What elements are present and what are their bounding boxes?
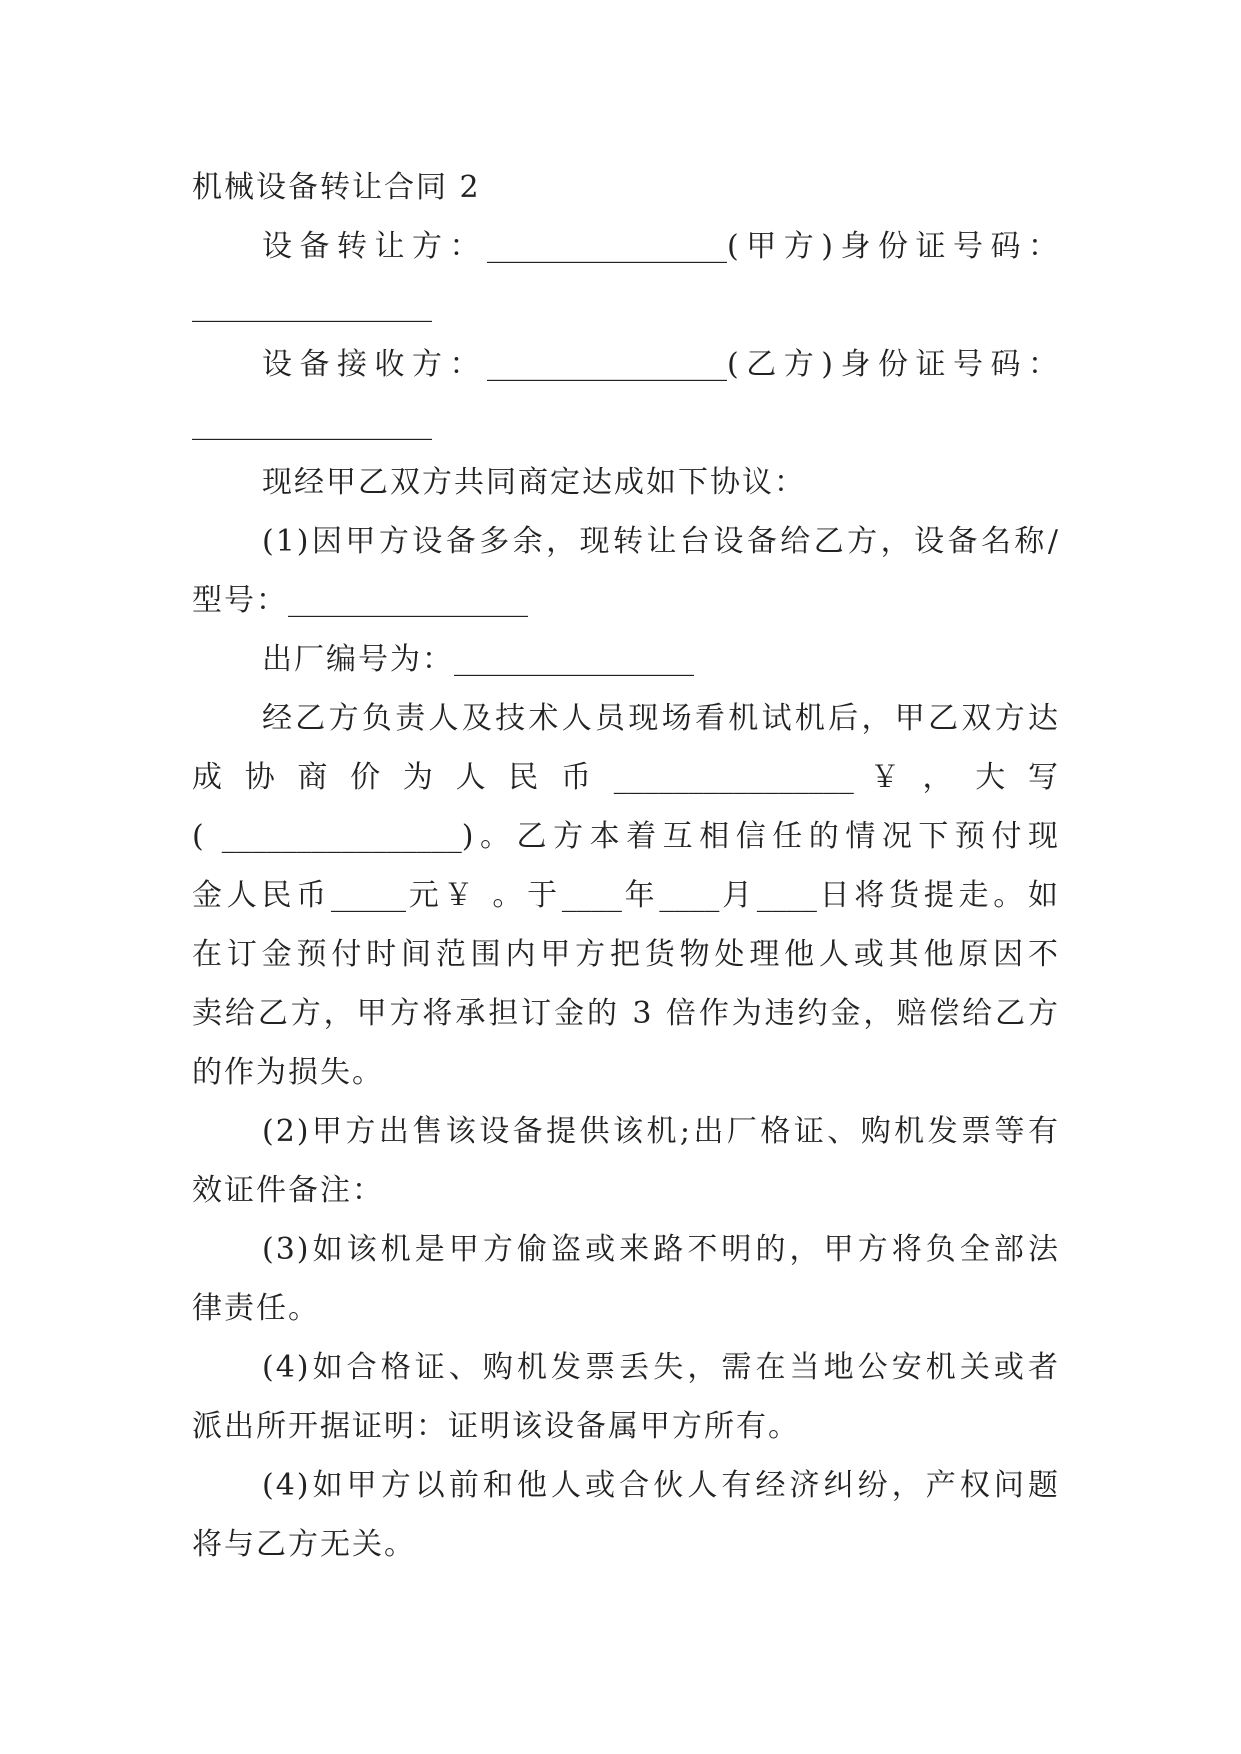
- clause-3-paragraph: [192, 1220, 1060, 1338]
- fill-in-blank: ________________: [192, 406, 432, 441]
- document-title: 机械设备转让合同 2: [192, 170, 481, 205]
- transferor-paragraph: [192, 217, 1060, 335]
- fill-in-blank: ________________: [288, 583, 528, 618]
- clause-4-disputes-paragraph: [192, 1456, 1060, 1574]
- fill-in-blank: ____: [561, 878, 622, 913]
- fill-in-blank: ________________: [613, 760, 854, 795]
- price-terms-paragraph: [192, 689, 1060, 1102]
- fill-in-blank: ____: [659, 878, 720, 913]
- fill-in-blank: _____: [330, 878, 406, 913]
- clause-3-line: 律责任。: [192, 1291, 320, 1326]
- clause-2-line: 效证件备注：: [192, 1173, 384, 1208]
- agreement-intro-line: 现经甲乙双方共同商定达成如下协议：: [262, 465, 806, 500]
- price-terms-line: 在订金预付时间范围内甲方把货物处理他人或其他原因不: [192, 937, 1060, 972]
- fill-in-blank: ________________: [192, 288, 432, 323]
- serial-number-line: 出厂编号为：________________: [262, 642, 694, 677]
- fill-in-blank: ________________: [487, 347, 728, 382]
- transferor-line: 设备转让方：________________(甲方)身份证号码：: [262, 229, 1060, 264]
- fill-in-blank: ________________: [454, 642, 694, 677]
- clause-4-disputes-line: 将与乙方无关。: [192, 1527, 416, 1562]
- document-body: [192, 158, 1060, 1574]
- clause-4-disputes-line: (4)如甲方以前和他人或合伙人有经济纠纷，产权问题: [262, 1468, 1060, 1503]
- clause-2-line: (2)甲方出售该设备提供该机;出厂格证、购机发票等有: [262, 1114, 1060, 1149]
- price-terms-line: 金人民币_____元￥ 。于____年____月____日将货提走。如: [192, 878, 1060, 913]
- clause-1-paragraph: [192, 512, 1060, 630]
- clause-4-certificate-paragraph: [192, 1338, 1060, 1456]
- receiver-paragraph: [192, 335, 1060, 453]
- model-number-line: 型号：________________: [192, 583, 528, 618]
- receiver-line: 设备接收方：________________(乙方)身份证号码：: [262, 347, 1060, 382]
- price-terms-line: 的作为损失。: [192, 1055, 384, 1090]
- serial-number-paragraph: [192, 630, 1060, 689]
- price-terms-line: ( ________________)。乙方本着互相信任的情况下预付现: [192, 819, 1060, 854]
- receiver-id-number-blank: [192, 394, 1060, 453]
- clause-2-paragraph: [192, 1102, 1060, 1220]
- price-terms-line: 卖给乙方，甲方将承担订金的 3 倍作为违约金，赔偿给乙方: [192, 996, 1060, 1031]
- transferor-id-number-blank: [192, 276, 1060, 335]
- clause-4-certificate-line: (4)如合格证、购机发票丢失，需在当地公安机关或者: [262, 1350, 1060, 1385]
- agreement-intro-paragraph: [192, 453, 1060, 512]
- fill-in-blank: ____: [756, 878, 817, 913]
- fill-in-blank: ________________: [221, 819, 462, 854]
- price-terms-line: 经乙方负责人及技术人员现场看机试机后，甲乙双方达: [262, 701, 1060, 736]
- clause-3-line: (3)如该机是甲方偷盗或来路不明的，甲方将负全部法: [262, 1232, 1060, 1267]
- fill-in-blank: ________________: [487, 229, 728, 264]
- clause-4-certificate-line: 派出所开据证明：证明该设备属甲方所有。: [192, 1409, 800, 1444]
- price-terms-line: 成 协 商 价 为 人 民 币 ________________ ￥ ， 大 写: [192, 760, 1060, 795]
- clause-1-line: (1)因甲方设备多余，现转让台设备给乙方，设备名称/: [262, 524, 1060, 559]
